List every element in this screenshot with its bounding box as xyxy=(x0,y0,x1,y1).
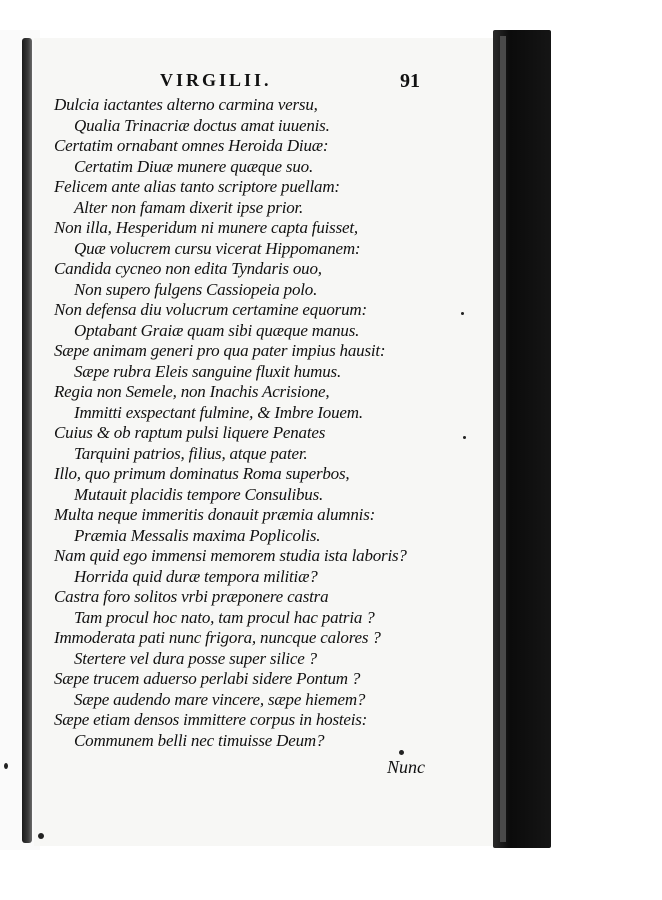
verse-line: Sæpe etiam densos immittere corpus in hosteis: xyxy=(54,710,368,729)
verse-line: Sæpe audendo mare vincere, sæpe hiemem? xyxy=(74,689,366,709)
verse-line: Non supero fulgens Cassiopeia polo. xyxy=(74,279,318,299)
verse-line: Tarquini patrios, filius, atque pater. xyxy=(74,443,308,463)
verse-line: Immitti exspectant fulmine, & Imbre Iouem. xyxy=(74,402,363,422)
verse-line: Certatim ornabant omnes Heroida Diuæ: xyxy=(54,136,329,155)
verse-text xyxy=(54,95,474,751)
verse-line: Dulcia iactantes alterno carmina versu, xyxy=(54,95,318,114)
verse-line: Sæpe animam generi pro qua pater impius hausit: xyxy=(54,341,386,360)
ink-speck xyxy=(4,763,8,769)
verse-line: Non illa, Hesperidum ni munere capta fuisset, xyxy=(54,218,358,237)
ink-speck xyxy=(463,436,466,439)
verse-line: Regia non Semele, non Inachis Acrisione, xyxy=(54,382,330,401)
page-edge-shadow xyxy=(500,36,506,842)
verse-line: Tam procul hoc nato, tam procul hac patria ? xyxy=(74,607,375,627)
verse-line: Sæpe trucem aduerso perlabi sidere Pontum ? xyxy=(54,669,361,688)
verse-line: Immoderata pati nunc frigora, nuncque calores ? xyxy=(54,628,381,647)
verse-line: Felicem ante alias tanto scriptore puellam: xyxy=(54,177,340,196)
verse-line: Castra foro solitos vrbi præponere castra xyxy=(54,587,329,606)
verse-line: Mutauit placidis tempore Consulibus. xyxy=(74,484,324,504)
verse-line: Stertere vel dura posse super silice ? xyxy=(74,648,317,668)
verse-line: Quæ volucrem cursu vicerat Hippomanem: xyxy=(74,238,361,258)
verse-line: Cuius & ob raptum pulsi liquere Penates xyxy=(54,423,326,442)
verse-line: Sæpe rubra Eleis sanguine fluxit humus. xyxy=(74,361,342,381)
binding-gutter xyxy=(22,38,32,843)
verse-line: Alter non famam dixerit ipse prior. xyxy=(74,197,304,217)
verse-line: Qualia Trinacriæ doctus amat iuuenis. xyxy=(74,115,330,135)
verse-line: Nam quid ego immensi memorem studia ista laboris? xyxy=(54,546,407,565)
verse-line: Illo, quo primum dominatus Roma superbos, xyxy=(54,464,350,483)
verse-line: Præmia Messalis maxima Poplicolis. xyxy=(74,525,321,545)
ink-speck xyxy=(461,312,464,315)
verse-line: Optabant Graiæ quam sibi quæque manus. xyxy=(74,320,360,340)
verse-line: Non defensa diu volucrum certamine equorum: xyxy=(54,300,367,319)
page-number: 91 xyxy=(400,70,420,92)
verse-line: Candida cycneo non edita Tyndaris ouo, xyxy=(54,259,322,278)
verse-line: Communem belli nec timuisse Deum? xyxy=(74,730,325,750)
running-title: VIRGILII. xyxy=(160,70,272,90)
ink-speck xyxy=(399,750,404,755)
verse-line: Horrida quid duræ tempora militiæ? xyxy=(74,566,318,586)
verse-line: Multa neque immeritis donauit præmia alumnis: xyxy=(54,505,376,524)
verse-line: Certatim Diuæ munere quæque suo. xyxy=(74,156,313,176)
ink-speck xyxy=(38,833,44,839)
catchword: Nunc xyxy=(387,757,425,777)
